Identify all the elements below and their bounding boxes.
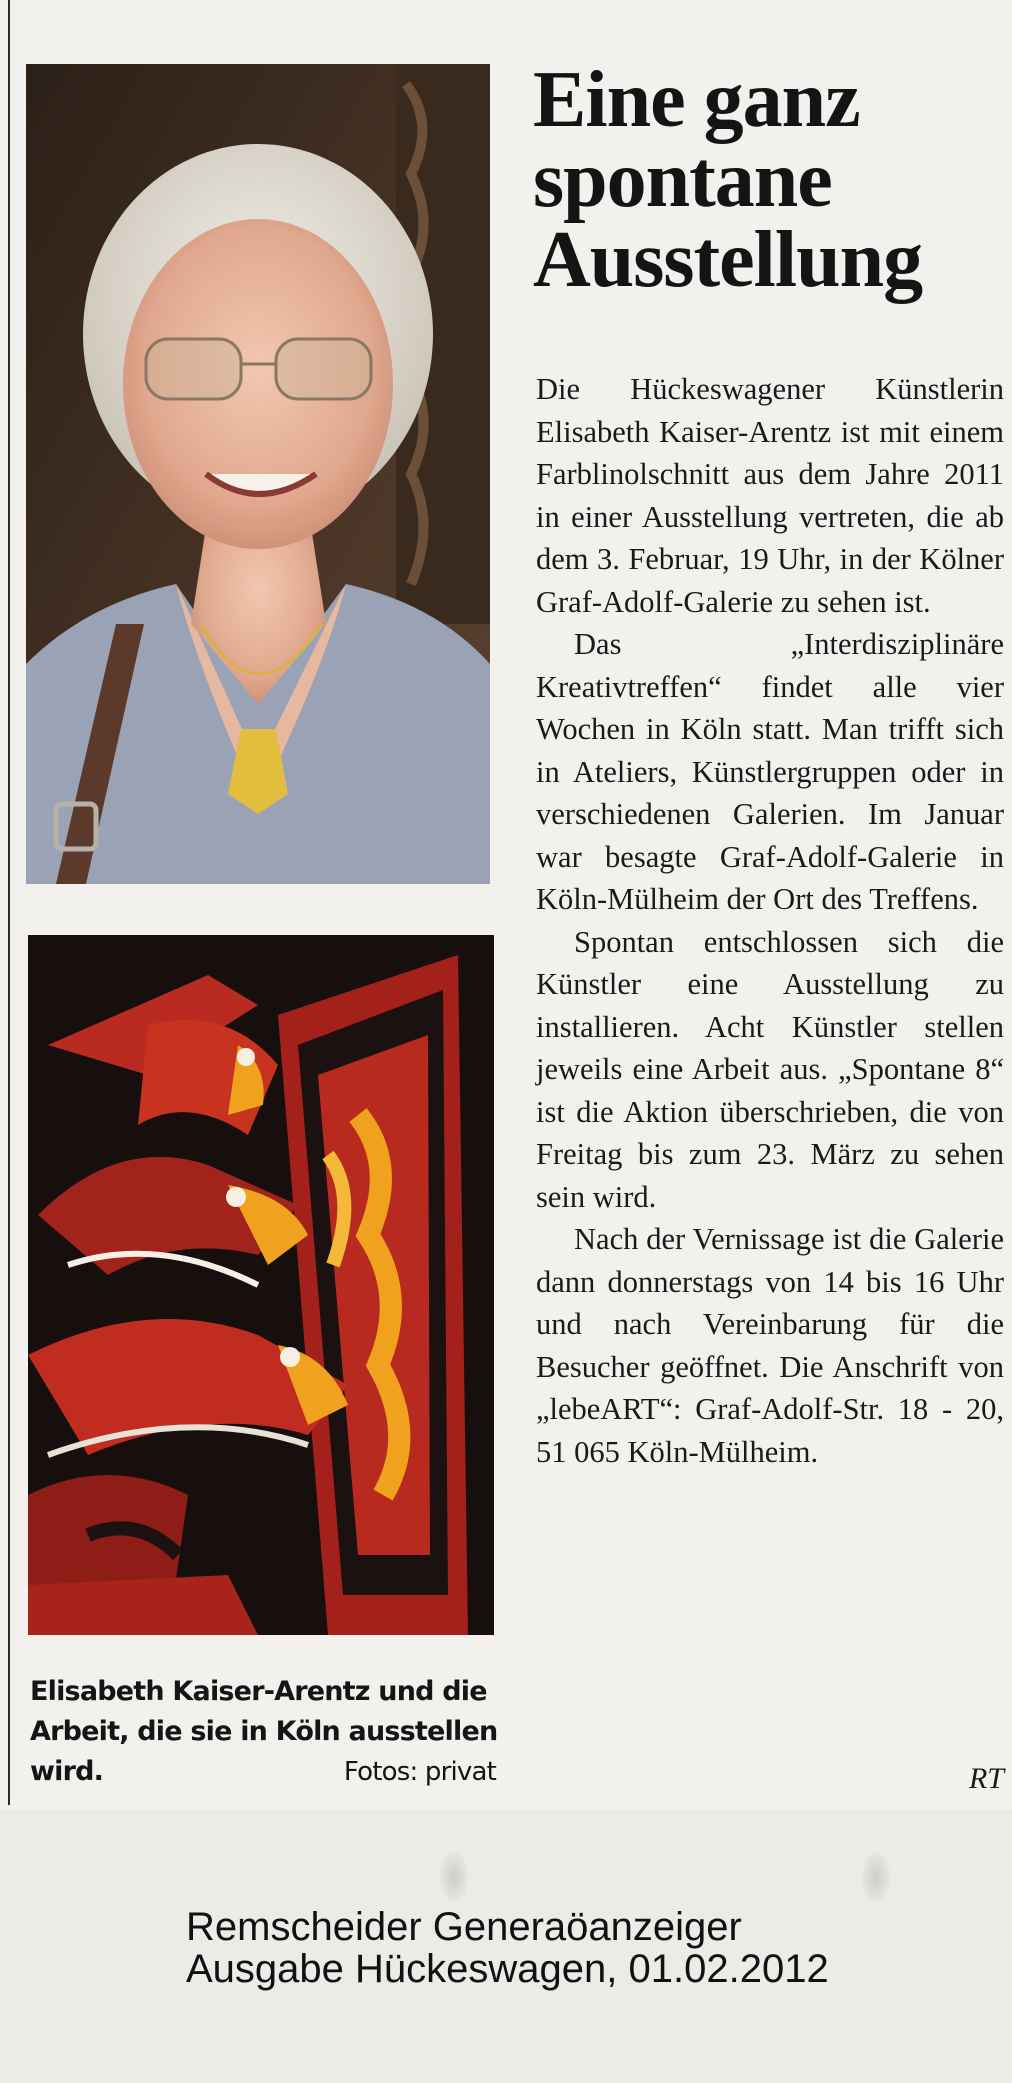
column-rule (8, 0, 10, 1805)
article-headline (533, 56, 1003, 304)
scan-mark (440, 1852, 468, 1902)
artwork-photo (28, 935, 494, 1635)
body-paragraph: Die Hückeswagener Künstlerin Elisabeth Kaiser-Arentz ist mit einem Farblinolschnitt aus dem Jahre 2011 in einer Ausstellung vertreten, die ab dem 3. Februar, 19 Uhr, in der Kölner Graf-Adolf-Galerie zu sehen ist. (536, 372, 1004, 619)
photo-credit: Fotos: privat (343, 1757, 496, 1787)
source-attribution (186, 1906, 829, 1990)
linocut-illustration (28, 935, 494, 1635)
portrait-photo (26, 64, 490, 884)
body-paragraph: Das „Interdisziplinäre Kreativtreffen“ findet alle vier Wochen in Köln statt. Man trifft sich in Ateliers, Künstlergruppen oder in verschiedenen Galerien. Im Januar war besagte Graf-Adolf-Galerie in Köln-Mülheim der Ort des Treffens. (536, 627, 1004, 916)
scan-mark (862, 1852, 890, 1902)
portrait-illustration (26, 64, 490, 884)
caption-text: Elisabeth Kaiser-Arentz und die Arbeit, die sie in Köln ausstellen wird. (30, 1676, 498, 1787)
body-paragraph: Spontan entschlossen sich die Künstler eine Ausstellung zu installieren. Acht Künstler stellen jeweils eine Arbeit aus. „Spontane 8“ ist die Aktion überschrieben, die von Freitag bis zum 23. März zu sehen sein wird. (536, 924, 1004, 1214)
headline-line-2: spontane (533, 136, 832, 224)
photo-caption (30, 1672, 500, 1792)
headline-line-1: Eine ganz (533, 56, 860, 144)
author-signature: RT (968, 1762, 1004, 1795)
article-body (536, 368, 1004, 1473)
headline-line-3: Ausstellung (533, 216, 923, 304)
source-publication: Remscheider Generaöanzeiger (186, 1905, 742, 1949)
source-edition-date: Ausgabe Hückeswagen, 01.02.2012 (186, 1947, 829, 1991)
body-paragraph: Nach der Vernissage ist die Galerie dann donnerstags von 14 bis 16 Uhr und nach Vereinbarung für die Besucher geöffnet. Die Anschrift von „lebeART“: Graf-Adolf-Str. 18 - 20, 51 065 Köln-Mülheim. (536, 1222, 1004, 1469)
